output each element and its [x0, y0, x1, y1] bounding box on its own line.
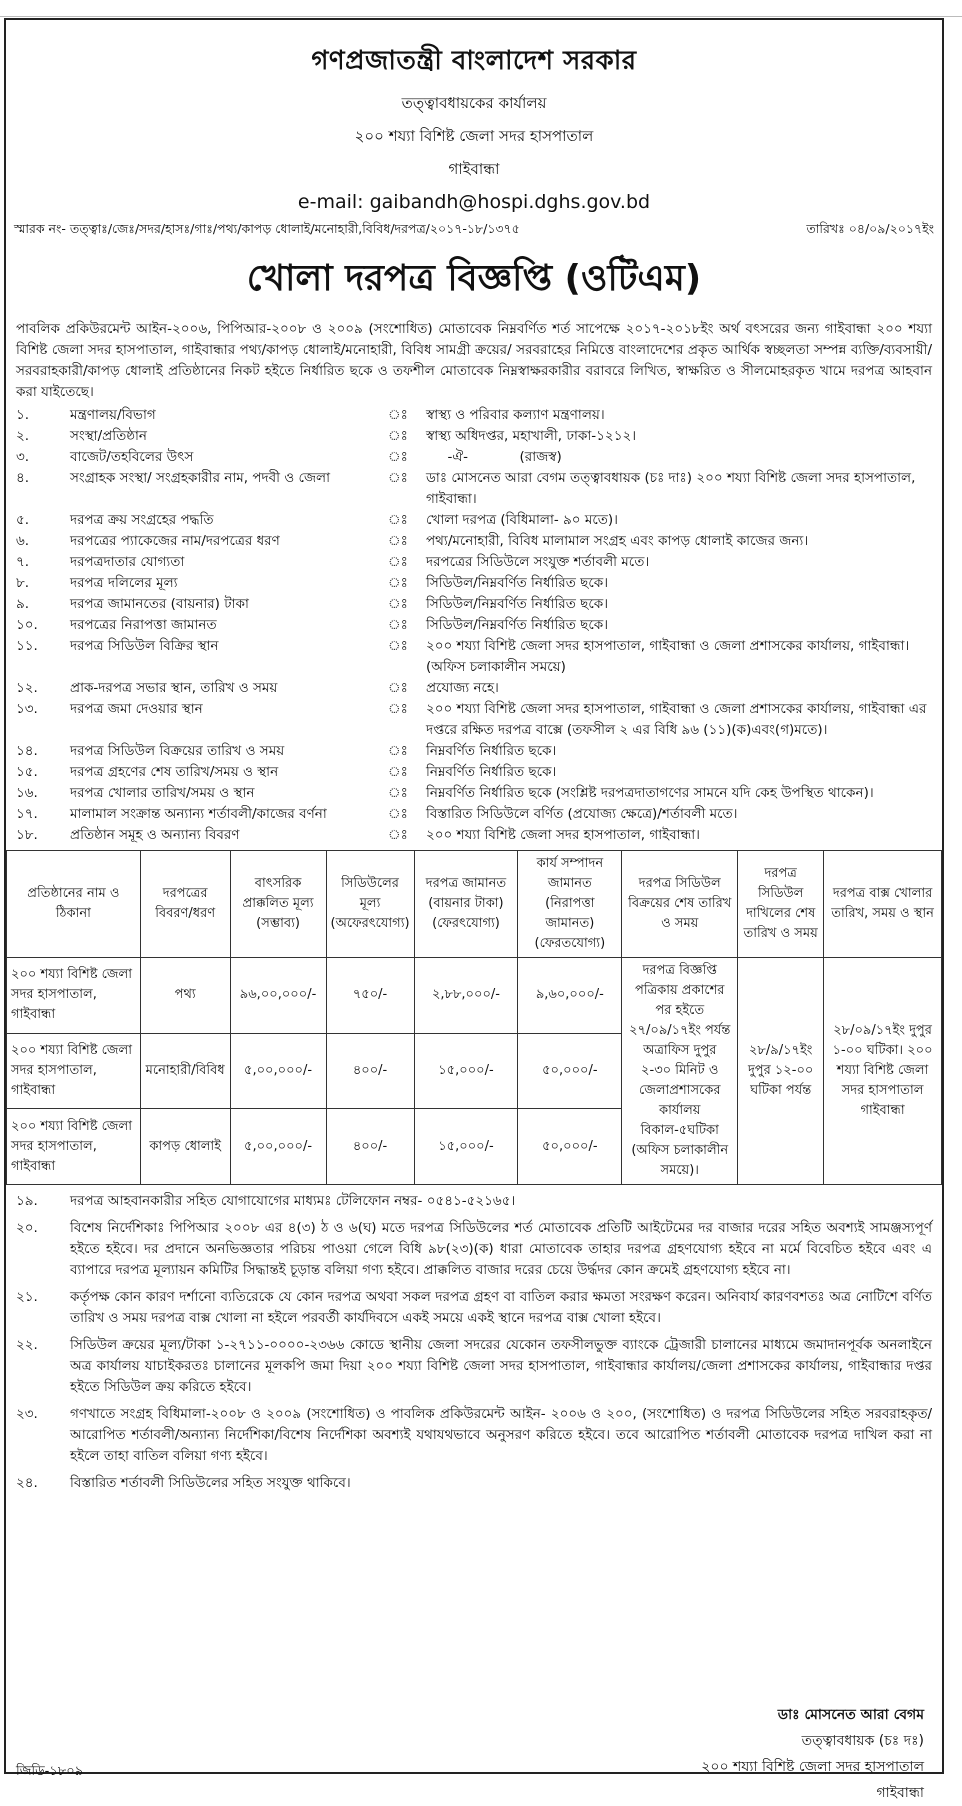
- note-text: বিশেষ নির্দেশিকাঃ পিপিআর ২০০৮ এর ৪(৩) ঠ ও ৬(ঘ) মতে দরপত্র সিডিউলের শর্ত মোতাবেক প্রতিটি আইটেমের দর বাজার দরের সহিত অবশ্যই সামঞ্জস্যপূর্ণ হইতে হইবে। দর প্রদানে অনভিজ্ঞতার পরিচয় পাওয়া গেলে বিধি ৯৮(২৩)(ক) ধারা মোতাবেক তাহার দরপত্র গ্রহণযোগ্য হইবে না মর্মে বিবেচিত হইবে এবং এ ব্যাপারে দরপত্র মূল্যায়ন কমিটির সিদ্ধান্তই চূড়ান্ত বলিয়া গণ্য হইবে। প্রাক্কলিত বাজার দরের চেয়ে উর্দ্ধদর কোন ক্রমেই গ্রহণযোগ্য হইবে না।: [70, 1220, 932, 1278]
- list-item: [16, 1404, 932, 1467]
- performance-cell: ৫০,০০০/-: [518, 1109, 622, 1185]
- list-item: [16, 594, 932, 615]
- list-item: [16, 405, 932, 426]
- submission-end-cell: ২৮/৯/১৭ইং দুপুর ১২-০০ ঘটিকা পর্যন্ত: [738, 958, 824, 1185]
- email-address[interactable]: e-mail: gaibandh@hospi.dghs.gov.bd: [297, 191, 651, 213]
- office-name: তত্ত্বাবধায়কের কার্যালয়: [401, 94, 547, 112]
- item-separator: ঃ: [388, 470, 408, 486]
- list-item: [16, 552, 932, 573]
- item-value: সিডিউল/নিম্নবর্ণিত নির্ধারিত ছকে।: [426, 575, 609, 591]
- item-label: বাজেট/তহবিলের উৎস: [70, 449, 194, 465]
- item-label: দরপত্রের প্যাকেজের নাম/দরপত্রের ধরণ: [70, 533, 280, 549]
- column-header: দরপত্রের বিবরণ/ধরণ: [140, 851, 230, 958]
- item-label: সংস্থা/প্রতিষ্ঠান: [70, 428, 147, 444]
- item-value: নিম্নবর্ণিত নির্ধারিত ছকে।: [426, 743, 557, 759]
- list-item: [16, 531, 932, 552]
- item-separator: ঃ: [388, 428, 408, 444]
- item-separator: ঃ: [388, 533, 408, 549]
- note-number: ২০.: [16, 1220, 38, 1236]
- list-item: [16, 783, 932, 804]
- table-row: [7, 958, 942, 1034]
- item-value: নিম্নবর্ণিত নির্ধারিত ছকে।: [426, 764, 557, 780]
- item-value: বিস্তারিত সিডিউলে বর্ণিত (প্রযোজ্য ক্ষেত্রে)/শর্তাবলী মতে।: [426, 806, 738, 822]
- item-value: ২০০ শয্যা বিশিষ্ট জেলা সদর হাসপাতাল, গাইবান্ধা।: [426, 827, 701, 843]
- notice-title: খোলা দরপত্র বিজ্ঞপ্তি (ওটিএম): [246, 258, 702, 299]
- schedule-price-cell: ৪০০/-: [326, 1033, 414, 1109]
- institution-cell: ২০০ শয্যা বিশিষ্ট জেলা সদর হাসপাতাল, গাইবান্ধা: [7, 958, 141, 1034]
- item-number: ১২.: [16, 680, 38, 696]
- item-separator: ঃ: [388, 785, 408, 801]
- list-item: [16, 573, 932, 594]
- type-cell: কাপড় ধোলাই: [140, 1109, 230, 1185]
- intro-paragraph: পাবলিক প্রকিউরমেন্ট আইন-২০০৬, পিপিআর-২০০৮ ও ২০০৯ (সংশোধিত) মোতাবেক নিম্নবর্ণিত শর্ত সাপেক্ষে ২০১৭-২০১৮ইং অর্থ বৎসরের জন্য গাইবান্ধা ২০০ শয্যা বিশিষ্ট জেলা সদর হাসপাতাল, গাইবান্ধার পথ্য/কাপড় ধোলাই/মনোহারী, বিবিধ সামগ্রী ক্রয়ের/ সরবরাহের নিমিত্তে বাংলাদেশের প্রকৃত আর্থিক স্বচ্ছলতা সম্পন্ন ব্যক্তি/ব্যবসায়ী/সরবরাহকারী/কাপড় ধোলাই প্রতিষ্ঠানের নিকট হইতে নির্ধারিত ছকে ও তফশীল মোতাবেক নিম্নস্বাক্ষরকারীর বরাবরে লিখিত, স্বাক্ষরিত ও সীলমোহরকৃত খামে দরপত্র আহবান করা যাইতেছে।: [16, 321, 932, 400]
- item-separator: ঃ: [388, 575, 408, 591]
- performance-cell: ৯,৬০,০০০/-: [518, 958, 622, 1034]
- list-item: [16, 447, 932, 468]
- list-item: [16, 510, 932, 531]
- item-value: প্রযোজ্য নহে।: [426, 680, 499, 696]
- item-label: প্রতিষ্ঠান সমূহ ও অন্যান্য বিবরণ: [70, 827, 240, 843]
- item-label: প্রাক-দরপত্র সভার স্থান, তারিখ ও সময়: [70, 680, 278, 696]
- item-number: ২.: [16, 428, 30, 444]
- performance-cell: ৫০,০০০/-: [518, 1033, 622, 1109]
- item-number: ৩.: [16, 449, 30, 465]
- item-label: দরপত্র জামানতের (বায়নার) টাকা: [70, 596, 249, 612]
- signatory-designation: তত্ত্বাবধায়ক (চঃ দঃ): [801, 1733, 924, 1749]
- item-label: দরপত্র গ্রহণের শেষ তারিখ/সময় ও স্থান: [70, 764, 279, 780]
- item-label: দরপত্র দলিলের মূল্য: [70, 575, 178, 591]
- item-separator: ঃ: [388, 407, 408, 423]
- item-number: ১৭.: [16, 806, 38, 822]
- column-header: বাৎসরিক প্রাক্কলিত মূল্য (সম্ভাব্য): [230, 851, 326, 958]
- earnest-cell: ১৫,০০০/-: [414, 1109, 518, 1185]
- item-label: দরপত্র জমা দেওয়ার স্থান: [70, 701, 203, 717]
- list-item: [16, 1218, 932, 1281]
- gd-code: জিডি-১৮০৯: [16, 1764, 84, 1779]
- item-label: দরপত্র সিডিউল বিক্রয়ের তারিখ ও সময়: [70, 743, 285, 759]
- item-label: সংগ্রাহক সংস্থা/ সংগ্রহকারীর নাম, পদবী ও জেলা: [70, 470, 331, 486]
- signatory-hospital: ২০০ শয্যা বিশিষ্ট জেলা সদর হাসপাতাল: [701, 1759, 924, 1775]
- list-item: [16, 468, 932, 510]
- item-number: ৪.: [16, 470, 30, 486]
- list-item: [16, 804, 932, 825]
- note-text: গণখাতে সংগ্রহ বিধিমালা-২০০৮ ও ২০০৯ (সংশোধিত) ও পাবলিক প্রকিউরমেন্ট আইন- ২০০৬ ও ২০০, (সংশোধিত) ও দরপত্র সিডিউলের সহিত সরবরাহকৃত/আরোপিত শর্তাবলী/অন্যান্য নির্দেশিকা/বিশেষ নির্দেশিকা অবশ্যই যথাযথভাবে অনুসরণ করিতে হইবে। তবে আরোপিত শর্তাবলী মোতাবেক দরপত্র দাখিল করা না হইলে তাহা বাতিল বলিয়া গণ্য হইবে।: [70, 1406, 932, 1464]
- top-border: [0, 0, 962, 17]
- notes-list: [6, 1191, 942, 1494]
- note-number: ২৩.: [16, 1406, 38, 1422]
- item-value: স্বাস্থ্য অধিদপ্তর, মহাখালী, ঢাকা-১২১২।: [426, 428, 637, 444]
- signatory-district: গাইবান্ধা: [876, 1785, 924, 1801]
- item-number: ৮.: [16, 575, 30, 591]
- note-text: দরপত্র আহবানকারীর সহিত যোগাযোগের মাধ্যমঃ টেলিফোন নম্বর- ০৫৪১-৫২১৬৫।: [70, 1193, 516, 1209]
- note-text: বিস্তারিত শর্তাবলী সিডিউলের সহিত সংযুক্ত থাকিবে।: [70, 1475, 351, 1491]
- list-item: [16, 1335, 932, 1398]
- item-label: দরপত্রদাতার যোগ্যতা: [70, 554, 185, 570]
- column-header: দরপত্র বাক্স খোলার তারিখ, সময় ও স্থান: [824, 851, 942, 958]
- note-number: ২২.: [16, 1337, 38, 1353]
- item-label: দরপত্র ক্রয় সংগ্রহের পদ্ধতি: [70, 512, 214, 528]
- type-cell: মনোহারী/বিবিধ: [140, 1033, 230, 1109]
- estimate-cell: ৯৬,০০,০০০/-: [230, 958, 326, 1034]
- item-value: দরপত্রের সিডিউলে সংযুক্ত শর্তাবলী মতে।: [426, 554, 650, 570]
- item-number: ১১.: [16, 638, 38, 654]
- item-value: ২০০ শয্যা বিশিষ্ট জেলা সদর হাসপাতাল, গাইবান্ধা ও জেলা প্রশাসকের কার্যালয়, গাইবান্ধা। (অফিস চলাকালীন সময়ে): [426, 638, 910, 675]
- sale-end-cell: দরপত্র বিজ্ঞপ্তি পত্রিকায় প্রকাশের পর হইতে ২৭/০৯/১৭ইং পর্যন্ত অত্রাফিস দুপুর ২-৩০ মিনিট ও জেলাপ্রশাসকের কার্যালয় বিকাল-৫ঘটিকা (অফিস চলাকালীন সময়ে)।: [622, 958, 738, 1185]
- institution-cell: ২০০ শয্যা বিশিষ্ট জেলা সদর হাসপাতাল, গাইবান্ধা: [7, 1109, 141, 1185]
- item-value: পথ্য/মনোহারী, বিবিধ মালামাল সংগ্রহ এবং কাপড় ধোলাই কাজের জন্য।: [426, 533, 809, 549]
- list-item: [16, 699, 932, 741]
- column-header: দরপত্র জামানত (বায়নার টাকা) (ফেরৎযোগ্য): [414, 851, 518, 958]
- item-label: মন্ত্রণালয়/বিভাগ: [70, 407, 156, 423]
- estimate-cell: ৫,০০,০০০/-: [230, 1033, 326, 1109]
- item-number: ১.: [16, 407, 30, 423]
- note-text: কর্তৃপক্ষ কোন কারণ দর্শানো ব্যতিরেকে যে কোন দরপত্র অথবা সকল দরপত্র গ্রহণ বা বাতিল করার ক্ষমতা সংরক্ষণ করেন। অনিবার্য কারণবশতঃ অত্র নোটিশে বর্ণিত তারিখ ও সময় দরপত্র বাক্স খোলা না হইলে পরবর্তী কার্যদিবসে একই সময়ে একই স্থানে দরপত্র বাক্স খোলা হইবে।: [70, 1289, 932, 1326]
- item-number: ৭.: [16, 554, 30, 570]
- signature-block: [701, 1702, 924, 1806]
- column-header: দরপত্র সিডিউল দাখিলের শেষ তারিখ ও সময়: [738, 851, 824, 958]
- item-separator: ঃ: [388, 512, 408, 528]
- list-item: [16, 426, 932, 447]
- list-item: [16, 678, 932, 699]
- earnest-cell: ২,৮৮,০০০/-: [414, 958, 518, 1034]
- item-separator: ঃ: [388, 743, 408, 759]
- column-header: কার্য সম্পাদন জামানত (নিরাপত্তা জামানত) (ফেরতযোগ্য): [518, 851, 622, 958]
- item-number: ১৫.: [16, 764, 38, 780]
- memo-date: তারিখঃ ০৪/০৯/২০১৭ইং: [806, 221, 934, 236]
- institution-cell: ২০০ শয্যা বিশিষ্ট জেলা সদর হাসপাতাল, গাইবান্ধা: [7, 1033, 141, 1109]
- item-number: ১০.: [16, 617, 38, 633]
- item-value: সিডিউল/নিম্নবর্ণিত নির্ধারিত ছকে।: [426, 617, 609, 633]
- item-separator: ঃ: [388, 449, 408, 465]
- item-separator: ঃ: [388, 638, 408, 654]
- list-item: [16, 825, 932, 846]
- district-name: গাইবান্ধা: [448, 160, 500, 178]
- item-label: দরপত্রের নিরাপত্তা জামানত: [70, 617, 217, 633]
- government-title: গণপ্রজাতন্ত্রী বাংলাদেশ সরকার: [311, 46, 637, 76]
- item-number: ৫.: [16, 512, 30, 528]
- item-separator: ঃ: [388, 617, 408, 633]
- item-value: -ঐ- (রাজস্ব): [426, 449, 562, 465]
- list-item: [16, 636, 932, 678]
- note-text: সিডিউল ক্রয়ের মূল্য/টাকা ১-২৭১১-০০০০-২৩৬৬ কোডে স্থানীয় জেলা সদরের যেকোন তফসীলভুক্ত ব্যাংকে ট্রেজারী চালানের মাধ্যমে জমাদানপূর্বক অনলাইনে অত্র কার্যালয় যাচাইকরতঃ চালানের মূলকপি জমা দিয়া ২০০ শয্যা বিশিষ্ট জেলা সদর হাসপাতাল, গাইবান্ধার কার্যালয়/জেলা প্রশাসকের কার্যালয়, গাইবান্ধার দপ্তর হইতে সিডিউল ক্রয় করিতে হইবে।: [70, 1337, 932, 1395]
- opening-cell: ২৮/০৯/১৭ইং দুপুর ১-০০ ঘটিকা। ২০০ শয্যা বিশিষ্ট জেলা সদর হাসপাতাল গাইবান্ধা: [824, 958, 942, 1185]
- schedule-price-cell: ৭৫০/-: [326, 958, 414, 1034]
- item-label: দরপত্র খোলার তারিখ/সময় ও স্থান: [70, 785, 255, 801]
- item-separator: ঃ: [388, 827, 408, 843]
- header: [6, 40, 942, 213]
- column-header: সিডিউলের মূল্য (অফেরৎযোগ্য): [326, 851, 414, 958]
- item-number: ১৬.: [16, 785, 38, 801]
- list-item: [16, 762, 932, 783]
- item-separator: ঃ: [388, 701, 408, 717]
- signatory-name: ডাঃ মোসনেত আরা বেগম: [777, 1707, 924, 1723]
- memo-number: স্মারক নং- তত্ত্বাঃ/জেঃ/সদর/হাসঃ/গাঃ/পথ্য/কাপড় ধোলাই/মনোহারী,বিবিধ/দরপত্র/২০১৭-১৮/১৩৭৫: [14, 221, 520, 236]
- item-list: [6, 405, 942, 846]
- column-header: দরপত্র সিডিউল বিক্রয়ের শেষ তারিখ ও সময়: [622, 851, 738, 958]
- item-number: ১৩.: [16, 701, 38, 717]
- item-separator: ঃ: [388, 680, 408, 696]
- item-value: খোলা দরপত্র (বিধিমালা- ৯০ মতে)।: [426, 512, 619, 528]
- item-value: স্বাস্থ্য ও পরিবার কল্যাণ মন্ত্রণালয়।: [426, 407, 605, 423]
- item-label: মালামাল সংক্রান্ত অন্যান্য শর্তাবলী/কাজের বর্ণনা: [70, 806, 327, 822]
- item-value: নিম্নবর্ণিত নির্ধারিত ছকে (সংশ্লিষ্ট দরপত্রদাতাগণের সামনে যদি কেহ উপস্থিত থাকেন)।: [426, 785, 874, 801]
- list-item: [16, 741, 932, 762]
- item-value: ডাঃ মোসনেত আরা বেগম তত্ত্বাবধায়ক (চঃ দাঃ) ২০০ শয্যা বিশিষ্ট জেলা সদর হাসপাতাল, গাইবান্ধা।: [426, 470, 916, 507]
- list-item: [16, 1191, 932, 1212]
- item-label: দরপত্র সিডিউল বিক্রির স্থান: [70, 638, 219, 654]
- list-item: [16, 1287, 932, 1329]
- tender-table: [6, 850, 942, 1185]
- earnest-cell: ১৫,০০০/-: [414, 1033, 518, 1109]
- estimate-cell: ৫,০০,০০০/-: [230, 1109, 326, 1185]
- item-separator: ঃ: [388, 806, 408, 822]
- item-number: ১৮.: [16, 827, 38, 843]
- tender-notice-page: [4, 18, 944, 1801]
- hospital-name: ২০০ শয্যা বিশিষ্ট জেলা সদর হাসপাতাল: [354, 127, 594, 145]
- item-number: ১৪.: [16, 743, 38, 759]
- list-item: [16, 615, 932, 636]
- item-number: ৬.: [16, 533, 30, 549]
- table-header-row: [7, 851, 942, 958]
- item-value: ২০০ শয্যা বিশিষ্ট জেলা সদর হাসপাতাল, গাইবান্ধা ও জেলা প্রশাসকের কার্যালয়, গাইবান্ধা এর দপ্তরে রক্ষিত দরপত্র বাক্সে (তফসীল ২ এর বিধি ৯৬ (১১)(ক)এবং(গ)মতে)।: [426, 701, 927, 738]
- item-separator: ঃ: [388, 596, 408, 612]
- memo-row: [6, 221, 942, 241]
- type-cell: পথ্য: [140, 958, 230, 1034]
- note-number: ১৯.: [16, 1193, 38, 1209]
- item-separator: ঃ: [388, 764, 408, 780]
- item-separator: ঃ: [388, 554, 408, 570]
- list-item: [16, 1473, 932, 1494]
- note-number: ২১.: [16, 1289, 38, 1305]
- column-header: প্রতিষ্ঠানের নাম ও ঠিকানা: [7, 851, 141, 958]
- schedule-price-cell: ৪০০/-: [326, 1109, 414, 1185]
- note-number: ২৪.: [16, 1475, 38, 1491]
- item-value: সিডিউল/নিম্নবর্ণিত নির্ধারিত ছকে।: [426, 596, 609, 612]
- item-number: ৯.: [16, 596, 30, 612]
